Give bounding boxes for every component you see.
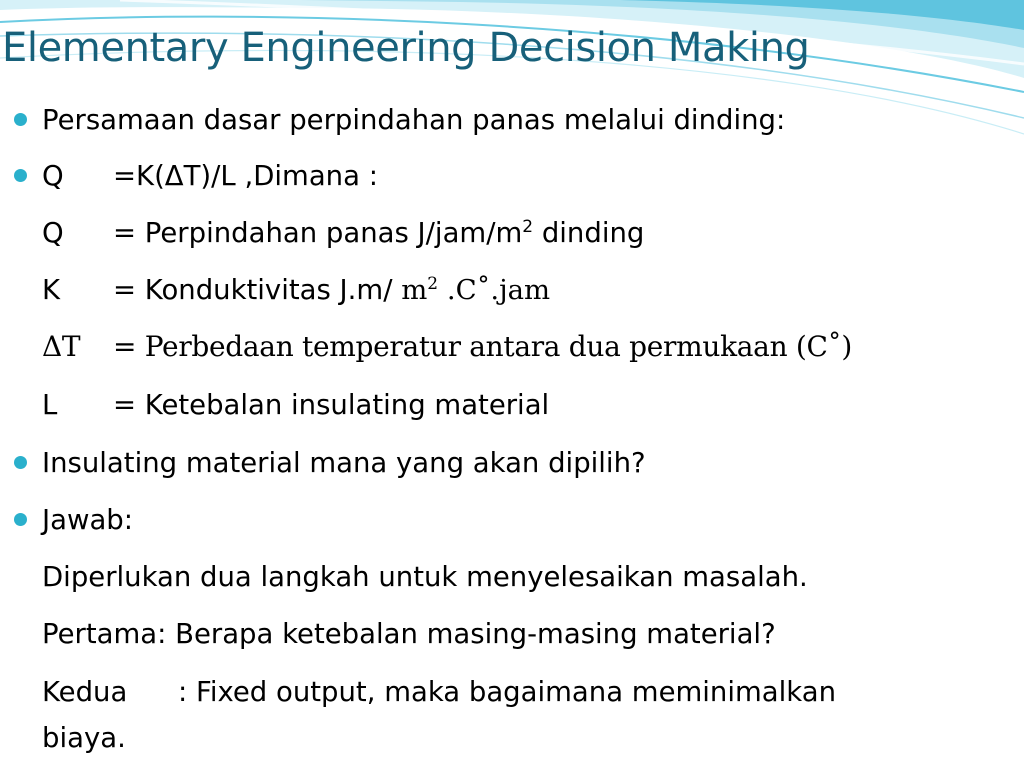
definition-symbol: K: [42, 274, 61, 306]
answer-line: biaya.: [42, 722, 126, 754]
bullet-text: Jawab:: [42, 504, 134, 536]
definition-unit: m: [401, 274, 428, 306]
formula-symbol: Q: [42, 160, 64, 192]
definition-text-after: dinding: [533, 217, 645, 249]
bullet-text: Persamaan dasar perpindahan panas melalui dinding:: [42, 104, 786, 136]
answer-line: Diperlukan dua langkah untuk menyelesaikan masalah.: [42, 561, 808, 593]
bullet-dot: [14, 169, 27, 182]
answer-text: : Fixed output, maka bagaimana meminimalkan: [178, 676, 836, 708]
definition-text: = Perpindahan panas J/jam/m: [113, 217, 523, 249]
definition-text: = Konduktivitas J.m/: [113, 274, 402, 306]
superscript: 2: [427, 274, 439, 294]
definition-l: [42, 385, 549, 425]
answer-line: Pertama: Berapa ketebalan masing-masing material?: [42, 618, 776, 650]
definition-symbol: L: [42, 389, 58, 421]
definition-symbol: Q: [42, 217, 64, 249]
definition-symbol: ΔT: [42, 330, 81, 363]
answer-label: Kedua: [42, 676, 128, 708]
bullet-text: Insulating material mana yang akan dipilih?: [42, 447, 646, 479]
definition-text-after: .C˚.jam: [438, 274, 551, 306]
bullet-dot: [14, 456, 27, 469]
formula-expression: =K(ΔT)/L ,Dimana :: [113, 160, 378, 192]
slide-title: Elementary Engineering Decision Making: [2, 25, 810, 71]
definition-text: = Ketebalan insulating material: [113, 389, 550, 421]
answer-line: [42, 672, 836, 712]
superscript: 2: [522, 217, 534, 237]
definition-delta-t: [42, 327, 852, 367]
bullet-dot: [14, 113, 27, 126]
definition-text: = Perbedaan temperatur antara dua permukaan (C˚): [113, 330, 852, 363]
definition-k: [42, 270, 550, 310]
bullet-dot: [14, 513, 27, 526]
formula-line: [42, 156, 378, 196]
definition-q: [42, 213, 644, 253]
